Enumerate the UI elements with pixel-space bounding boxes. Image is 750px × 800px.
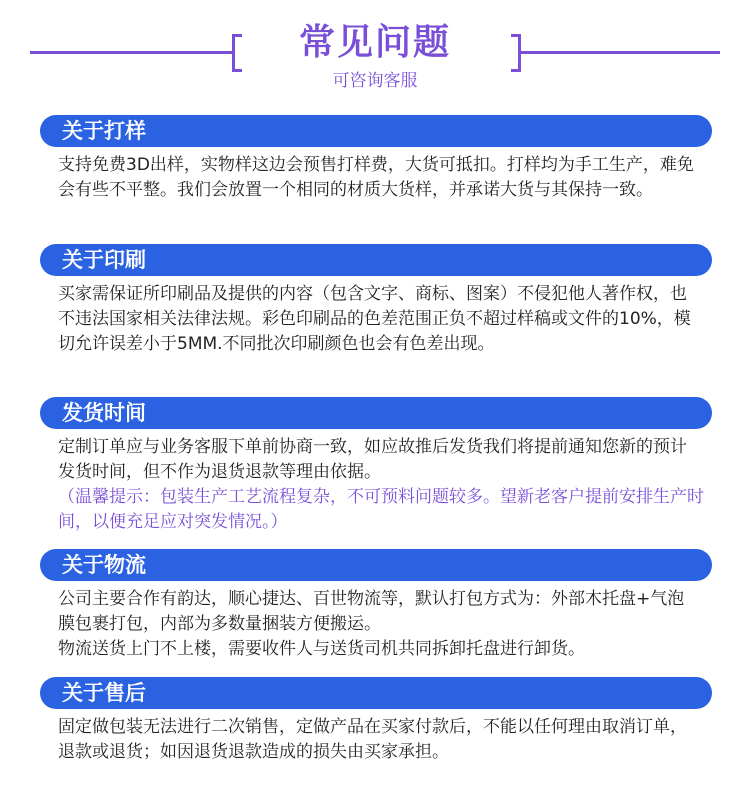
section-text: 物流送货上门不上楼，需要收件人与送货司机共同拆卸托盘进行卸货。 [58,639,585,659]
section-after-sales [40,677,712,765]
section-text: 买家需保证所印刷品及提供的内容（包含文字、商标、图案）不侵犯他人著作权，也不违法国家相关法律法规。彩色印刷品的色差范围正负不超过样稿或文件的10%，模切允许误差小于5MM.不同批次印刷颜色也会有色差出现。 [58,284,691,354]
page-subtitle: 可咨询客服 [332,71,418,91]
section-heading: 关于售后 [40,677,712,709]
header-line-right [520,51,720,54]
section-delivery-time [40,397,712,535]
section-text: 定制订单应与业务客服下单前协商一致，如应故推后发货我们将提前通知您新的预计发货时间，但不作为退货退款等理由依据。 [58,437,687,482]
section-text: 公司主要合作有韵达，顺心捷达、百世物流等，默认打包方式为：外部木托盘+气泡膜包裹打包，内部为多数量捆装方便搬运。 [58,589,685,634]
section-heading: 发货时间 [40,397,712,429]
section-logistics [40,549,712,662]
section-heading: 关于打样 [40,115,712,147]
warm-tip-text: （温馨提示：包装生产工艺流程复杂，不可预料问题较多。望新老客户提前安排生产时间，以便充足应对突发情况。） [58,487,704,532]
section-heading: 关于印刷 [40,244,712,276]
section-printing [40,244,712,357]
section-sampling [40,115,712,203]
section-heading: 关于物流 [40,549,712,581]
section-text: 固定做包装无法进行二次销售，定做产品在买家付款后，不能以任何理由取消订单，退款或退货；如因退货退款造成的损失由买家承担。 [58,717,687,762]
section-text: 支持免费3D出样，实物样这边会预售打样费，大货可抵扣。打样均为手工生产，难免会有些不平整。我们会放置一个相同的材质大货样，并承诺大货与其保持一致。 [58,155,694,200]
page-title: 常见问题 [298,22,451,63]
page-header [0,0,750,110]
